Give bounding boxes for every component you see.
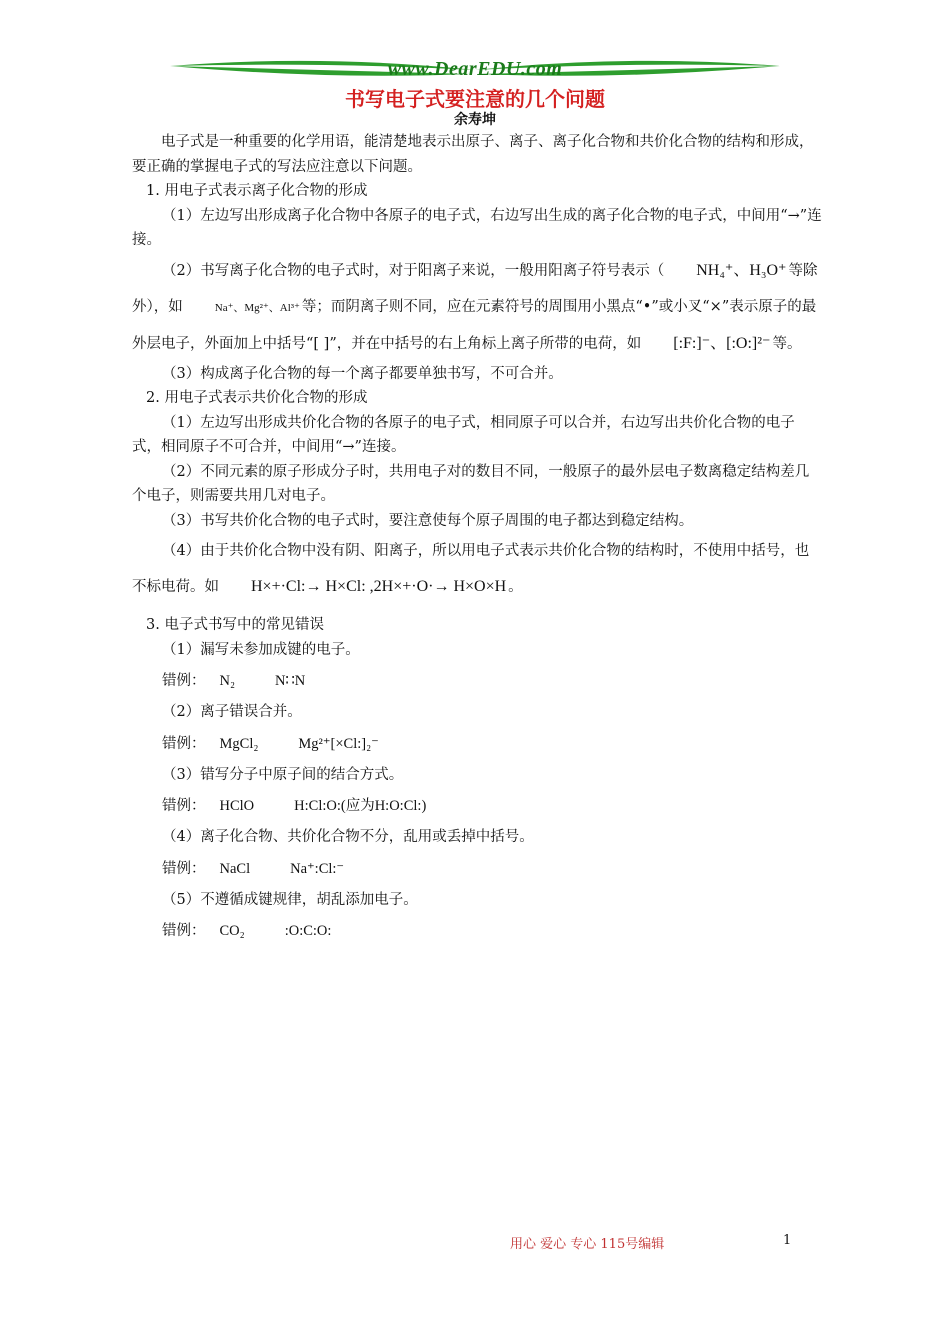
page-number: 1 [783,1233,792,1248]
error-5-formula: CO₂ [219,923,245,939]
error-5-desc: （5）不遵循成键规律，胡乱添加电子。 [162,891,418,908]
section-2-p2: （2）不同元素的原子形成分子时，共用电子对的数目不同，一般原子的最外层电子数离稳定结构差几个电子，则需要共用几对电子。 [132,463,810,504]
section-1-heading: 1. 用电子式表示离子化合物的形成 [146,183,368,199]
section-1-p3: （3）构成离子化合物的每一个离子都要单独书写，不可合并。 [162,365,563,382]
text-span: 。 [508,579,523,595]
text-span: （2）书写离子化合物的电子式时，对于阳离子来说，一般用阳离子符号表示（ [162,262,665,279]
site-header [170,56,780,86]
error-5-example [132,912,822,950]
site-logo[interactable]: www.DearEDU.com [387,58,563,80]
error-4-desc: （4）离子化合物、共价化合物不分，乱用或丢掉中括号。 [162,829,534,845]
error-2-formula: MgCl₂ [219,735,259,752]
section-2-p4 [132,533,822,605]
error-3-desc: （3）错写分子中原子间的结合方式。 [162,766,404,783]
error-1-example [132,662,822,700]
section-2-p3: （3）书写共价化合物的电子式时，要注意使每个原子周围的电子都达到稳定结构。 [162,512,694,529]
formula-nh4-h3o: NH₄⁺、H₃O⁺ [696,261,787,279]
error-2-wrong-form: Mg²⁺[×Cl:]₂⁻ [298,735,379,752]
intro-paragraph: 电子式是一种重要的化学用语，能清楚地表示出原子、离子、离子化合物和共价化合物的结构和形成，要正确的掌握电子式的写法应注意以下问题。 [132,134,814,175]
error-1-desc: （1）漏写未参加成键的电子。 [162,641,360,658]
author: 余寿坤 [454,112,496,128]
text-span: 等。 [772,335,802,352]
error-label: 错例： [162,860,206,877]
error-label: 错例： [162,798,206,814]
error-5-wrong-form: :O:C:O: [284,923,332,939]
error-4-example [132,850,822,888]
section-1-p2 [132,253,822,362]
text-span: 等；而阴离子则不同，应在元素符号的周围用小黑点“•”或小叉“×”表示原子的最外层电子，外面加上中括号“[ ]”，并在中括号的右上角标上离子所带的电荷，如 [132,298,817,352]
formula-cations: Na⁺、Mg²⁺、Al³⁺ [214,301,300,314]
section-3-heading: 3. 电子式书写中的常见错误 [146,617,324,633]
error-1-wrong-form: N∷N [275,673,306,689]
text-span: （4）由于共价化合物中没有阴、阳离子，所以用电子式表示共价化合物的结构时，不使用中括号，也不标电荷。如 [132,543,810,595]
error-label: 错例： [162,735,206,752]
error-3-wrong-form: H:Cl:O:(应为H:O:Cl:) [294,798,427,814]
error-3-example [132,787,822,825]
error-label: 错例： [162,923,206,939]
error-4-wrong-form: Na⁺:Cl:⁻ [290,860,345,877]
article-body [132,130,822,950]
formula-covalent-example: H×+·Cl:→ H×Cl: ,2H×+·O·→ H×O×H [251,578,507,595]
section-2-heading: 2. 用电子式表示共价化合物的形成 [146,390,368,406]
error-1-formula: N₂ [219,673,236,689]
error-label: 错例： [162,673,206,689]
error-2-example [132,725,822,763]
section-1-p1: （1）左边写出形成离子化合物中各原子的电子式，右边写出生成的离子化合物的电子式，中间用“→”连接。 [132,207,822,248]
formula-anions: [:F:]⁻、[:O:]²⁻ [673,334,771,352]
section-2-p1: （1）左边写出形成共价化合物的各原子的电子式，相同原子可以合并，右边写出共价化合物的电子式，相同原子不可合并，中间用“→”连接。 [132,414,795,455]
error-4-formula: NaCl [219,860,251,877]
page-title: 书写电子式要注意的几个问题 [345,87,605,111]
error-2-desc: （2）离子错误合并。 [162,704,302,720]
error-3-formula: HClO [219,798,255,814]
footer-note: 用心 爱心 专心 115号编辑 [510,1237,665,1252]
text-span: 等除外），如 [132,262,818,315]
